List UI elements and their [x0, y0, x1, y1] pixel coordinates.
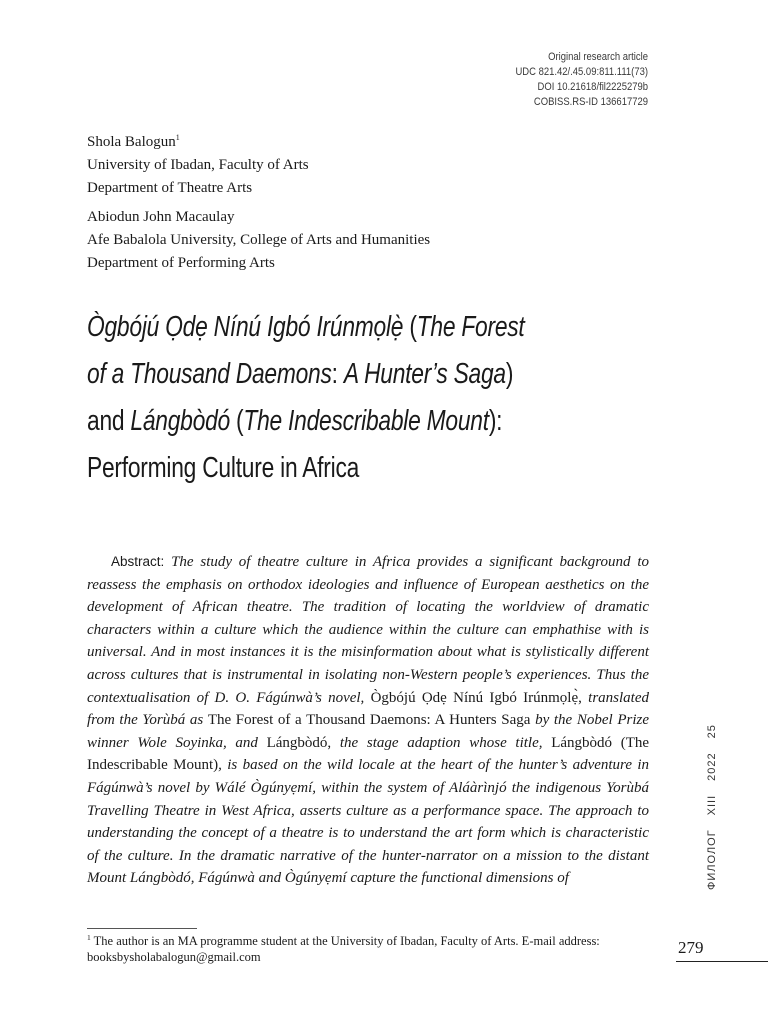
- author-department: Department of Theatre Arts: [87, 180, 253, 196]
- article-metadata: [424, 50, 648, 110]
- title-punct: ):: [488, 405, 503, 437]
- footnote: [87, 933, 652, 965]
- footnote-marker: 1: [175, 133, 180, 142]
- author-name: Abiodun John Macaulay: [87, 209, 235, 225]
- author-affiliation: University of Ibadan, Faculty of Arts: [87, 157, 309, 173]
- journal-name: ФИЛОЛОГ: [706, 829, 718, 890]
- title-yoruba: Ògbójú Ọdẹ Nínú Igbó Irúnmọlẹ̀: [87, 311, 404, 343]
- author-block: [87, 206, 647, 275]
- article-title: [87, 304, 583, 492]
- author-line: [87, 131, 647, 154]
- abstract-paragraph: [87, 551, 649, 890]
- journal-issue: 25: [706, 724, 718, 739]
- abstract: [87, 551, 649, 890]
- title-line-1: [87, 304, 583, 351]
- title-line-2: [87, 351, 583, 398]
- title-word: and: [87, 405, 131, 437]
- author-list: [87, 131, 647, 275]
- author-affiliation: Afe Babalola University, College of Arts and Humanities: [87, 232, 431, 248]
- article-type: Original research article: [548, 51, 648, 63]
- abstract-text: by the Nobel Prize winner Wole Soyinka, and: [87, 712, 649, 751]
- author-block: [87, 131, 647, 200]
- cobiss-id: COBISS.RS-ID 136617729: [533, 96, 648, 108]
- title-english: A Hunter’s Saga: [343, 358, 506, 390]
- abstract-title-ref: Lángbòdó,: [266, 734, 332, 751]
- title-yoruba: Lángbòdó: [130, 405, 230, 437]
- title-english: The Indescribable Mount: [243, 405, 489, 437]
- title-punct: ): [505, 358, 514, 390]
- abstract-text: the stage adaption whose title,: [331, 734, 552, 751]
- title-line-3: [87, 398, 583, 445]
- author-department: Department of Performing Arts: [87, 255, 275, 271]
- abstract-title-ref: The Forest of a Thousand Daemons: A Hunters Saga: [207, 712, 531, 729]
- abstract-label: Abstract:: [111, 554, 165, 569]
- udc-code: UDC 821.42/.45.09:811.111(73): [515, 66, 648, 78]
- page-number: 279: [678, 938, 704, 957]
- journal-volume: XIII: [706, 794, 718, 816]
- abstract-text: , is based on the wild locale at the heart of the hunter’s adventure in Fágúnwà’s novel by Wálé Ògúnyẹmí, within the system of Aláàrìnjó the indigenous Yorùbá Travelling Theatre in West Africa, asserts culture as a performance space. The approach to understanding the concept of a theatre is to understand the art form which is characteristic of the culture. In the dramatic narrative of the hunter-narrator on a mission to the distant Mount Lángbòdó, Fágúnwà and Ògúnyẹmí capture the functional dimensions of: [87, 757, 650, 887]
- page-number-rule: [676, 961, 768, 962]
- title-line-4: Performing Culture in Africa: [87, 452, 360, 484]
- footnote-marker: 1: [87, 933, 91, 942]
- journal-year: 2022: [706, 752, 718, 781]
- title-english: of a Thousand Daemons: [87, 358, 332, 390]
- abstract-title-ref: Lángbòdó (The Indescribable Mount): [87, 734, 650, 774]
- title-english: The Forest: [416, 311, 525, 343]
- title-punct: :: [331, 358, 344, 390]
- abstract-title-ref: Ògbójú Ọdẹ Nínú Igbó Irúnmọlẹ̀,: [370, 689, 582, 706]
- title-punct: (: [229, 405, 244, 437]
- title-punct: (: [403, 311, 417, 343]
- author-name: Shola Balogun: [87, 134, 176, 150]
- running-head: [706, 710, 718, 890]
- abstract-text: The study of theatre culture in Africa provides a significant background to reassess the emphasis on orthodox ideologies and influence of European aesthetics on the development of African theatre. The tradition of locating the worldview of dramatic characters within a culture which the audience within the culture can emphathise with is universal. And in most instances it is the misinformation about what is stylistically different across cultures that is instrumental in isolating non-Western people’s experiences. Thus the contextualisation of D. O. Fágúnwà’s novel,: [87, 554, 649, 706]
- doi: DOI 10.21618/fil2225279b: [537, 81, 648, 93]
- footnote-divider: [87, 928, 197, 929]
- abstract-text: translated from the Yorùbá as: [87, 689, 649, 729]
- footnote-text: The author is an MA programme student at the University of Ibadan, Faculty of Arts. E-mail address: booksbysholabalogun@gmail.com: [87, 934, 600, 964]
